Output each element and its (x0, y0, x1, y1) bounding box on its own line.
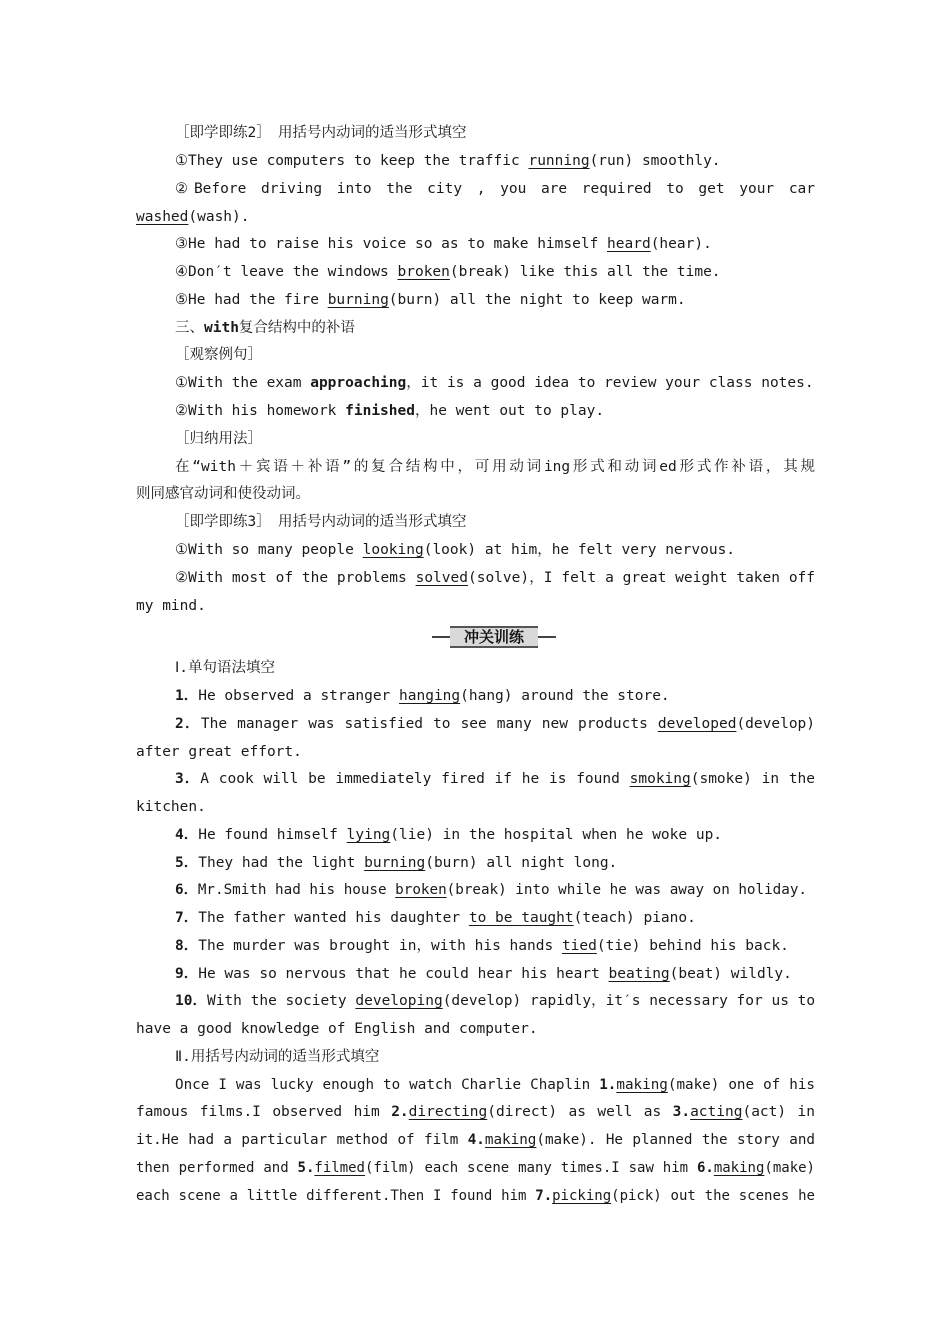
item-number: 8． (175, 938, 199, 954)
exercise-item-1 (175, 686, 815, 706)
item-text: (burn) all night long. (425, 855, 618, 871)
item-text: With his homework (188, 403, 346, 419)
item-number: ① (175, 375, 188, 391)
item-text: (smoke) in the (690, 771, 816, 787)
section-3-title (175, 318, 815, 338)
item-number: ② (175, 181, 194, 197)
exercise-item-7 (175, 908, 815, 928)
item-text: Don′t leave the windows (188, 264, 398, 280)
practice-3-item-2-cont: my mind. (136, 598, 206, 614)
exercise-item-9 (175, 964, 815, 984)
item-number: 10． (175, 993, 207, 1009)
item-number: 7． (175, 910, 199, 926)
item-text: (burn) all the night to keep warm. (388, 292, 686, 308)
passage-line-4 (136, 1158, 815, 1178)
practice-3-item-1 (175, 540, 815, 560)
passage-line-3 (136, 1130, 815, 1150)
answer-blank: washed (136, 209, 189, 225)
exercise-item-6 (175, 880, 815, 900)
item-number: 3． (175, 771, 201, 787)
item-text: (run) smoothly. (589, 153, 721, 169)
passage-text: (make) (764, 1160, 815, 1176)
item-number: ① (175, 153, 188, 169)
practice-3-heading: ［即学即练3］ 用括号内动词的适当形式填空 (175, 514, 467, 530)
item-number: 4． (175, 827, 199, 843)
item-text: (hang) around the store. (460, 688, 670, 704)
answer-blank: smoking (629, 771, 691, 787)
item-number: ③ (175, 236, 188, 252)
item-text: The manager was satisfied to see many new products (200, 716, 658, 732)
exercise-item-5 (175, 853, 815, 873)
example-1 (175, 373, 815, 393)
passage-text: it.He had a particular method of film (136, 1132, 468, 1148)
blank-number: 6. (696, 1160, 714, 1176)
passage-line-2 (136, 1102, 815, 1122)
item-text: (solve)，I felt a great weight taken off (467, 570, 816, 586)
item-text: The father wanted his daughter (198, 910, 469, 926)
practice-2-item-4 (175, 262, 815, 282)
item-text: (look) at him，he felt very nervous. (423, 542, 736, 558)
item-text: He was so nervous that he could hear his heart (198, 966, 609, 982)
answer-blank: making (713, 1160, 765, 1176)
summary-heading: ［归纳用法］ (175, 431, 262, 447)
example-keyword: approaching (310, 375, 407, 391)
answer-blank: beating (608, 966, 670, 982)
passage-line-5 (136, 1186, 815, 1206)
item-text: Before driving into the city , you are required to get your car (193, 181, 816, 197)
item-text: (develop) (736, 716, 816, 732)
exercise-item-4 (175, 825, 815, 845)
item-text: With so many people (188, 542, 363, 558)
answer-blank: solved (415, 570, 468, 586)
item-text: (wash). (188, 209, 250, 225)
item-text: With the society (206, 993, 356, 1009)
passage-text: (make) one of his (667, 1077, 815, 1093)
part-1-title: Ⅰ.单句语法填空 (175, 660, 276, 676)
answer-blank: looking (362, 542, 424, 558)
passage-text: famous films.I observed him (136, 1104, 392, 1120)
blank-number: 5. (297, 1160, 315, 1176)
practice-2-item-3 (175, 234, 815, 254)
answer-blank: burning (364, 855, 426, 871)
answer-blank: lying (346, 827, 391, 843)
observe-heading: ［观察例句］ (175, 347, 262, 363)
answer-blank: burning (327, 292, 389, 308)
item-text: ，it is a good idea to review your class notes. (406, 375, 814, 391)
exercise-item-2-cont: after great effort. (136, 744, 302, 760)
practice-3-item-2 (175, 568, 815, 588)
passage-text: (make). He planned the story and (536, 1132, 815, 1148)
blank-number: 4. (467, 1132, 485, 1148)
blank-number: 3. (672, 1104, 691, 1120)
answer-blank: running (528, 153, 590, 169)
answer-blank: broken (395, 882, 447, 898)
passage-line-1 (175, 1075, 815, 1095)
item-text: (tie) behind his back. (596, 938, 789, 954)
item-text: They had the light (198, 855, 365, 871)
exercise-item-8 (175, 936, 815, 956)
part-2-title: Ⅱ.用括号内动词的适当形式填空 (175, 1049, 380, 1065)
item-number: ④ (175, 264, 188, 280)
exercise-item-10-cont: have a good knowledge of English and computer. (136, 1021, 538, 1037)
answer-blank: broken (397, 264, 450, 280)
item-text: He had to raise his voice so as to make himself (188, 236, 608, 252)
item-text: He found himself (198, 827, 347, 843)
practice-2-item-2-cont (136, 207, 815, 227)
item-number: 5． (175, 855, 199, 871)
item-number: ② (175, 570, 189, 586)
item-text: (develop) rapidly，it′s necessary for us to (442, 993, 816, 1009)
item-text: (break) into while he was away on holiday. (446, 882, 807, 898)
summary-text-line-2: 则同感官动词和使役动词。 (136, 486, 310, 502)
passage-text: then performed and (136, 1160, 298, 1176)
answer-blank: making (484, 1132, 537, 1148)
passage-text: each scene a little different.Then I found him (136, 1188, 536, 1204)
answer-blank: developing (355, 993, 443, 1009)
banner-rule-right (536, 636, 556, 638)
practice-2-item-1 (175, 151, 815, 171)
example-keyword: finished (345, 403, 415, 419)
item-text: They use computers to keep the traffic (188, 153, 529, 169)
item-number: 6． (175, 882, 198, 898)
answer-blank: filmed (314, 1160, 365, 1176)
item-text: With most of the problems (188, 570, 416, 586)
passage-text: (act) in (742, 1104, 815, 1120)
item-text: (hear). (650, 236, 712, 252)
exercise-item-10 (175, 991, 815, 1011)
answer-blank: to be taught (468, 910, 574, 926)
answer-blank: directing (408, 1104, 488, 1120)
passage-text: Once I was lucky enough to watch Charlie Chaplin (175, 1077, 600, 1093)
practice-2-heading: ［即学即练2］ 用括号内动词的适当形式填空 (175, 125, 467, 141)
item-text: (beat) wildly. (669, 966, 792, 982)
section-banner (432, 626, 556, 648)
blank-number: 7. (535, 1188, 553, 1204)
answer-blank: heard (607, 236, 651, 252)
item-number: 1． (175, 688, 199, 704)
section-title-text: 复合结构中的补语 (238, 320, 355, 336)
item-text: He had the fire (188, 292, 328, 308)
item-text: With the exam (188, 375, 311, 391)
item-text: Mr.Smith had his house (197, 882, 396, 898)
answer-blank: tied (561, 938, 597, 954)
blank-number: 1. (599, 1077, 617, 1093)
summary-text-line-1: 在“with＋宾语＋补语”的复合结构中，可用动词ing形式和动词ed形式作补语，其规 (175, 459, 815, 475)
passage-text: (film) each scene many times.I saw him (364, 1160, 697, 1176)
section-keyword: with (204, 320, 239, 336)
exercise-item-2 (175, 714, 815, 734)
item-text: A cook will be immediately fired if he is found (200, 771, 630, 787)
item-text: He observed a stranger (198, 688, 400, 704)
item-number: ① (175, 542, 188, 558)
passage-text: (pick) out the scenes he (611, 1188, 815, 1204)
item-text: (lie) in the hospital when he woke up. (390, 827, 723, 843)
answer-blank: acting (690, 1104, 743, 1120)
passage-text: (direct) as well as (487, 1104, 673, 1120)
exercise-item-3 (175, 769, 815, 789)
item-text: ，he went out to play. (414, 403, 605, 419)
practice-2-item-5 (175, 290, 815, 310)
answer-blank: making (616, 1077, 668, 1093)
blank-number: 2. (391, 1104, 409, 1120)
item-number: ② (175, 403, 188, 419)
exercise-item-3-cont: kitchen. (136, 799, 206, 815)
practice-2-item-2 (175, 179, 815, 199)
item-text: (break) like this all the time. (449, 264, 721, 280)
answer-blank: hanging (399, 688, 461, 704)
answer-blank: picking (552, 1188, 612, 1204)
item-number: 2． (175, 716, 201, 732)
banner-title: 冲关训练 (450, 626, 538, 648)
example-2 (175, 401, 815, 421)
answer-blank: developed (657, 716, 737, 732)
item-number: 9． (175, 966, 199, 982)
item-number: ⑤ (175, 292, 188, 308)
section-number: 三、 (175, 320, 204, 336)
item-text: (teach) piano. (573, 910, 696, 926)
banner-rule-left (432, 636, 452, 638)
item-text: The murder was brought in，with his hands (198, 938, 562, 954)
